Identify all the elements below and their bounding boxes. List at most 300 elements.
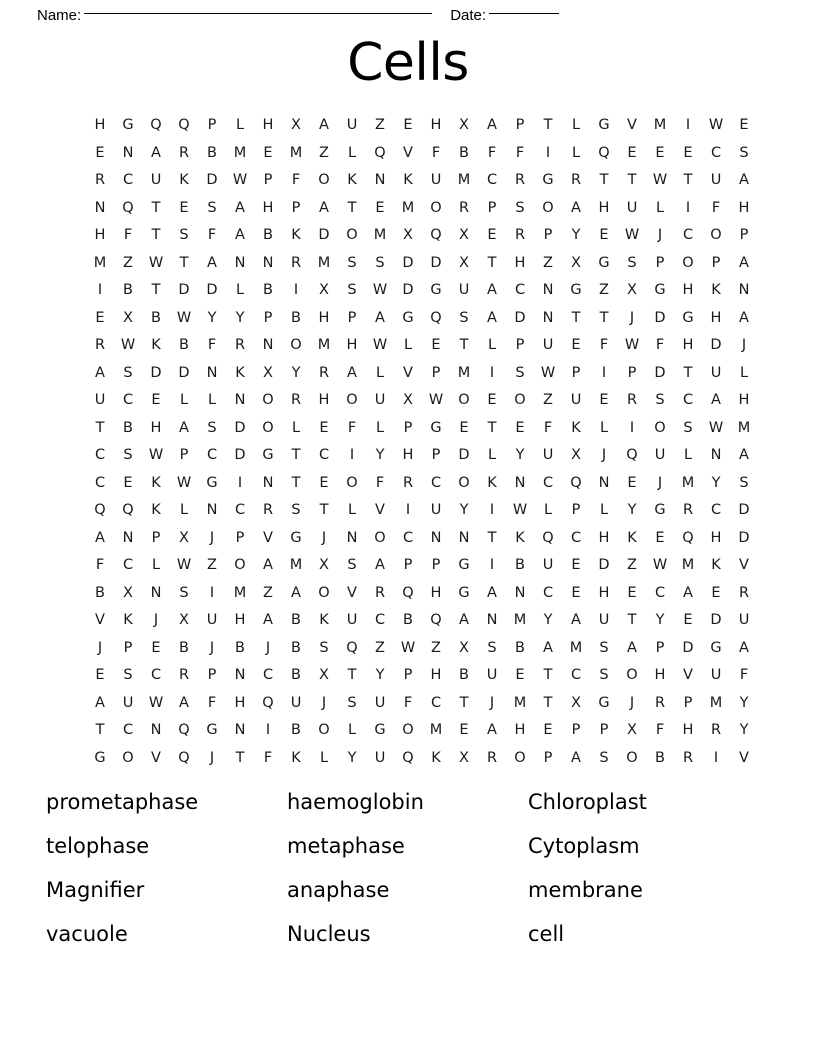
grid-cell[interactable]: S (375, 254, 385, 271)
grid-cell[interactable]: C (682, 227, 694, 243)
grid-cell[interactable]: S (319, 639, 329, 656)
grid-cell[interactable]: O (710, 227, 722, 243)
grid-cell[interactable]: I (405, 502, 411, 518)
grid-cell[interactable]: B (291, 722, 301, 738)
grid-cell[interactable]: E (655, 144, 665, 161)
grid-cell[interactable]: L (207, 392, 217, 408)
grid-cell[interactable]: W (372, 282, 388, 298)
grid-cell[interactable]: J (153, 612, 159, 628)
grid-cell[interactable]: O (374, 529, 386, 546)
grid-cell[interactable]: C (122, 172, 134, 188)
grid-cell[interactable]: S (291, 502, 301, 518)
grid-cell[interactable]: K (123, 612, 133, 628)
grid-cell[interactable]: U (710, 364, 722, 381)
grid-cell[interactable]: N (206, 502, 218, 518)
grid-cell[interactable]: A (739, 172, 749, 188)
grid-cell[interactable]: E (459, 722, 469, 738)
grid-cell[interactable]: F (403, 694, 413, 711)
grid-cell[interactable]: G (290, 529, 302, 546)
grid-cell[interactable]: U (598, 612, 610, 628)
grid-cell[interactable]: L (403, 337, 413, 353)
grid-cell[interactable]: I (489, 364, 495, 381)
grid-cell[interactable]: S (207, 419, 217, 436)
grid-cell[interactable]: O (262, 419, 274, 436)
grid-cell[interactable]: J (209, 749, 215, 766)
grid-cell[interactable]: X (291, 117, 301, 133)
grid-cell[interactable]: W (176, 474, 192, 491)
grid-cell[interactable]: C (262, 667, 274, 683)
grid-cell[interactable]: A (347, 364, 357, 381)
grid-cell[interactable]: A (487, 584, 497, 601)
grid-cell[interactable]: D (178, 282, 190, 298)
grid-cell[interactable]: I (237, 474, 243, 491)
grid-cell[interactable]: I (685, 199, 691, 216)
grid-cell[interactable]: H (234, 694, 246, 711)
grid-cell[interactable]: B (655, 749, 665, 766)
grid-cell[interactable]: D (234, 447, 246, 463)
grid-cell[interactable]: A (179, 694, 189, 711)
grid-cell[interactable]: B (291, 309, 301, 326)
grid-cell[interactable]: A (739, 447, 749, 463)
grid-cell[interactable]: P (627, 364, 637, 381)
grid-cell[interactable]: G (122, 117, 134, 133)
grid-cell[interactable]: X (571, 254, 581, 271)
grid-cell[interactable]: G (598, 117, 610, 133)
grid-cell[interactable]: Q (598, 144, 610, 161)
grid-cell[interactable]: U (290, 694, 302, 711)
grid-cell[interactable]: R (178, 667, 190, 683)
grid-cell[interactable]: G (430, 419, 442, 436)
grid-cell[interactable]: F (711, 199, 721, 216)
grid-cell[interactable]: Y (347, 749, 357, 766)
grid-cell[interactable]: Y (739, 722, 749, 738)
grid-cell[interactable]: F (263, 749, 273, 766)
grid-cell[interactable]: Q (374, 144, 386, 161)
grid-cell[interactable]: M (317, 254, 331, 271)
grid-cell[interactable]: Q (122, 199, 134, 216)
word-list-item[interactable]: membrane (528, 878, 643, 902)
grid-cell[interactable]: J (629, 694, 635, 711)
grid-cell[interactable]: E (627, 474, 637, 491)
grid-cell[interactable]: X (459, 117, 469, 133)
word-list-item[interactable]: cell (528, 922, 565, 946)
grid-cell[interactable]: U (710, 667, 722, 683)
grid-cell[interactable]: M (233, 584, 247, 601)
grid-cell[interactable]: E (375, 199, 385, 216)
grid-cell[interactable]: O (430, 199, 442, 216)
grid-cell[interactable]: Q (542, 529, 554, 546)
grid-cell[interactable]: E (319, 474, 329, 491)
grid-cell[interactable]: T (319, 502, 329, 518)
grid-cell[interactable]: V (627, 117, 637, 133)
grid-cell[interactable]: P (487, 199, 497, 216)
grid-cell[interactable]: D (738, 502, 750, 518)
grid-cell[interactable]: U (94, 392, 106, 408)
grid-cell[interactable]: H (710, 529, 722, 546)
grid-cell[interactable]: K (711, 557, 721, 573)
grid-cell[interactable]: Z (319, 144, 329, 161)
grid-cell[interactable]: R (458, 199, 470, 216)
grid-cell[interactable]: E (599, 227, 609, 243)
grid-cell[interactable]: N (122, 529, 134, 546)
grid-cell[interactable]: H (94, 227, 106, 243)
grid-cell[interactable]: Z (599, 282, 609, 298)
grid-cell[interactable]: D (206, 282, 218, 298)
grid-cell[interactable]: S (515, 364, 525, 381)
grid-cell[interactable]: H (318, 309, 330, 326)
grid-cell[interactable]: U (654, 447, 666, 463)
grid-cell[interactable]: U (710, 172, 722, 188)
grid-cell[interactable]: G (654, 502, 666, 518)
grid-cell[interactable]: B (515, 639, 525, 656)
grid-cell[interactable]: U (542, 557, 554, 573)
grid-cell[interactable]: D (178, 364, 190, 381)
grid-cell[interactable]: C (234, 502, 246, 518)
grid-cell[interactable]: I (685, 117, 691, 133)
grid-cell[interactable]: L (571, 117, 581, 133)
grid-cell[interactable]: E (655, 529, 665, 546)
grid-cell[interactable]: R (290, 392, 302, 408)
grid-cell[interactable]: U (458, 282, 470, 298)
grid-cell[interactable]: U (430, 172, 442, 188)
grid-cell[interactable]: D (598, 557, 610, 573)
grid-cell[interactable]: L (375, 419, 385, 436)
grid-cell[interactable]: Q (402, 749, 414, 766)
grid-cell[interactable]: Y (459, 502, 469, 518)
grid-cell[interactable]: R (486, 749, 498, 766)
grid-cell[interactable]: P (711, 254, 721, 271)
grid-cell[interactable]: O (682, 254, 694, 271)
grid-cell[interactable]: M (513, 612, 527, 628)
grid-cell[interactable]: O (402, 722, 414, 738)
grid-cell[interactable]: I (97, 282, 103, 298)
grid-cell[interactable]: J (209, 529, 215, 546)
name-write-line[interactable] (84, 13, 432, 14)
grid-cell[interactable]: S (179, 227, 189, 243)
grid-cell[interactable]: Q (178, 749, 190, 766)
grid-cell[interactable]: U (738, 612, 750, 628)
grid-cell[interactable]: X (123, 584, 133, 601)
grid-cell[interactable]: G (570, 282, 582, 298)
grid-cell[interactable]: E (627, 584, 637, 601)
grid-cell[interactable]: E (627, 144, 637, 161)
grid-cell[interactable]: M (569, 639, 583, 656)
grid-cell[interactable]: X (571, 694, 581, 711)
grid-cell[interactable]: D (514, 309, 526, 326)
grid-cell[interactable]: Z (123, 254, 133, 271)
grid-cell[interactable]: B (263, 227, 273, 243)
grid-cell[interactable]: S (599, 639, 609, 656)
word-list-item[interactable]: vacuole (46, 922, 128, 946)
grid-cell[interactable]: K (179, 172, 189, 188)
grid-cell[interactable]: F (375, 474, 385, 491)
word-list-item[interactable]: telophase (46, 834, 150, 858)
grid-cell[interactable]: A (683, 584, 693, 601)
grid-cell[interactable]: X (627, 282, 637, 298)
grid-cell[interactable]: S (627, 254, 637, 271)
grid-cell[interactable]: P (655, 639, 665, 656)
grid-cell[interactable]: P (403, 667, 413, 683)
grid-cell[interactable]: O (262, 392, 274, 408)
grid-cell[interactable]: D (206, 172, 218, 188)
grid-cell[interactable]: L (235, 282, 245, 298)
grid-cell[interactable]: P (403, 419, 413, 436)
grid-cell[interactable]: T (571, 309, 581, 326)
grid-cell[interactable]: S (123, 447, 133, 463)
grid-cell[interactable]: F (207, 227, 217, 243)
grid-cell[interactable]: G (402, 309, 414, 326)
grid-cell[interactable]: F (599, 337, 609, 353)
word-list-item[interactable]: prometaphase (46, 790, 199, 814)
grid-cell[interactable]: E (571, 584, 581, 601)
grid-cell[interactable]: H (598, 529, 610, 546)
grid-cell[interactable]: U (346, 612, 358, 628)
grid-cell[interactable]: L (151, 557, 161, 573)
grid-cell[interactable]: H (262, 117, 274, 133)
word-list-item[interactable]: metaphase (287, 834, 405, 858)
grid-cell[interactable]: L (599, 502, 609, 518)
grid-cell[interactable]: O (122, 749, 134, 766)
grid-cell[interactable]: P (431, 364, 441, 381)
grid-cell[interactable]: P (151, 529, 161, 546)
grid-cell[interactable]: H (150, 419, 162, 436)
grid-cell[interactable]: A (207, 254, 217, 271)
grid-cell[interactable]: U (206, 612, 218, 628)
grid-cell[interactable]: F (515, 144, 525, 161)
grid-cell[interactable]: G (94, 749, 106, 766)
grid-cell[interactable]: S (655, 392, 665, 408)
grid-cell[interactable]: D (458, 447, 470, 463)
grid-cell[interactable]: X (459, 254, 469, 271)
grid-cell[interactable]: Y (571, 227, 581, 243)
grid-cell[interactable]: R (710, 722, 722, 738)
grid-cell[interactable]: M (289, 144, 303, 161)
grid-cell[interactable]: R (290, 254, 302, 271)
grid-cell[interactable]: G (598, 254, 610, 271)
grid-cell[interactable]: B (291, 612, 301, 628)
date-write-line[interactable] (489, 13, 559, 14)
grid-cell[interactable]: B (235, 639, 245, 656)
grid-cell[interactable]: B (459, 667, 469, 683)
grid-cell[interactable]: W (148, 254, 164, 271)
grid-cell[interactable]: G (374, 722, 386, 738)
grid-cell[interactable]: J (321, 529, 327, 546)
grid-cell[interactable]: N (514, 474, 526, 491)
grid-cell[interactable]: O (514, 749, 526, 766)
grid-cell[interactable]: L (179, 502, 189, 518)
grid-cell[interactable]: Y (739, 694, 749, 711)
grid-cell[interactable]: L (683, 447, 693, 463)
grid-cell[interactable]: O (626, 667, 638, 683)
grid-cell[interactable]: O (290, 337, 302, 353)
grid-cell[interactable]: I (265, 722, 271, 738)
grid-cell[interactable]: M (457, 364, 471, 381)
grid-cell[interactable]: T (291, 474, 301, 491)
grid-cell[interactable]: M (513, 694, 527, 711)
grid-cell[interactable]: H (738, 392, 750, 408)
grid-cell[interactable]: K (431, 749, 441, 766)
grid-cell[interactable]: E (515, 667, 525, 683)
grid-cell[interactable]: A (487, 722, 497, 738)
grid-cell[interactable]: O (346, 474, 358, 491)
grid-cell[interactable]: N (262, 337, 274, 353)
grid-cell[interactable]: V (739, 557, 749, 573)
grid-cell[interactable]: B (515, 557, 525, 573)
grid-cell[interactable]: Z (375, 639, 385, 656)
grid-cell[interactable]: K (487, 474, 497, 491)
grid-cell[interactable]: G (710, 639, 722, 656)
grid-cell[interactable]: O (318, 172, 330, 188)
grid-cell[interactable]: P (207, 117, 217, 133)
grid-cell[interactable]: K (151, 474, 161, 491)
grid-cell[interactable]: C (542, 474, 554, 491)
grid-cell[interactable]: E (487, 392, 497, 408)
grid-cell[interactable]: F (543, 419, 553, 436)
grid-cell[interactable]: L (319, 749, 329, 766)
grid-cell[interactable]: R (262, 502, 274, 518)
grid-cell[interactable]: G (430, 282, 442, 298)
grid-cell[interactable]: T (487, 254, 497, 271)
grid-cell[interactable]: I (293, 282, 299, 298)
grid-cell[interactable]: I (713, 749, 719, 766)
grid-cell[interactable]: Y (291, 364, 301, 381)
grid-cell[interactable]: U (542, 337, 554, 353)
grid-cell[interactable]: K (711, 282, 721, 298)
grid-cell[interactable]: Q (402, 584, 414, 601)
grid-cell[interactable]: H (598, 584, 610, 601)
grid-cell[interactable]: D (150, 364, 162, 381)
grid-cell[interactable]: H (346, 337, 358, 353)
grid-cell[interactable]: F (487, 144, 497, 161)
grid-cell[interactable]: C (710, 144, 722, 161)
grid-cell[interactable]: K (515, 529, 525, 546)
grid-cell[interactable]: S (123, 364, 133, 381)
grid-cell[interactable]: I (489, 557, 495, 573)
grid-cell[interactable]: P (403, 557, 413, 573)
grid-cell[interactable]: H (514, 722, 526, 738)
grid-cell[interactable]: H (402, 447, 414, 463)
grid-cell[interactable]: W (652, 172, 668, 188)
grid-cell[interactable]: H (738, 199, 750, 216)
grid-cell[interactable]: C (402, 529, 414, 546)
grid-cell[interactable]: R (234, 337, 246, 353)
grid-cell[interactable]: N (458, 529, 470, 546)
grid-cell[interactable]: E (95, 309, 105, 326)
grid-cell[interactable]: C (122, 392, 134, 408)
grid-cell[interactable]: Q (430, 612, 442, 628)
grid-cell[interactable]: R (514, 172, 526, 188)
grid-cell[interactable]: Y (711, 474, 721, 491)
grid-cell[interactable]: F (291, 172, 301, 188)
grid-cell[interactable]: H (318, 392, 330, 408)
grid-cell[interactable]: T (487, 529, 497, 546)
grid-cell[interactable]: R (402, 474, 414, 491)
grid-cell[interactable]: C (94, 447, 106, 463)
grid-cell[interactable]: K (235, 364, 245, 381)
grid-cell[interactable]: W (176, 309, 192, 326)
grid-cell[interactable]: K (291, 749, 301, 766)
grid-cell[interactable]: G (598, 694, 610, 711)
grid-cell[interactable]: K (627, 529, 637, 546)
grid-cell[interactable]: I (209, 584, 215, 601)
grid-cell[interactable]: A (571, 199, 581, 216)
grid-cell[interactable]: H (710, 309, 722, 326)
grid-cell[interactable]: A (319, 117, 329, 133)
grid-cell[interactable]: N (206, 364, 218, 381)
grid-cell[interactable]: H (682, 722, 694, 738)
grid-cell[interactable]: E (571, 557, 581, 573)
grid-cell[interactable]: Y (543, 612, 553, 628)
grid-cell[interactable]: T (235, 749, 245, 766)
grid-cell[interactable]: D (402, 282, 414, 298)
grid-cell[interactable]: E (151, 639, 161, 656)
grid-cell[interactable]: O (346, 227, 358, 243)
grid-cell[interactable]: F (655, 337, 665, 353)
grid-cell[interactable]: E (711, 584, 721, 601)
grid-cell[interactable]: S (347, 282, 357, 298)
grid-cell[interactable]: I (349, 447, 355, 463)
grid-cell[interactable]: L (487, 447, 497, 463)
grid-cell[interactable]: B (291, 639, 301, 656)
grid-cell[interactable]: J (321, 694, 327, 711)
grid-cell[interactable]: G (262, 447, 274, 463)
word-list-item[interactable]: Magnifier (46, 878, 145, 902)
grid-cell[interactable]: P (515, 337, 525, 353)
grid-cell[interactable]: R (94, 172, 106, 188)
grid-cell[interactable]: L (543, 502, 553, 518)
grid-cell[interactable]: V (375, 502, 385, 518)
grid-cell[interactable]: A (739, 639, 749, 656)
grid-cell[interactable]: F (123, 227, 133, 243)
grid-cell[interactable]: E (263, 144, 273, 161)
grid-cell[interactable]: O (318, 584, 330, 601)
grid-cell[interactable]: K (151, 337, 161, 353)
grid-cell[interactable]: M (457, 172, 471, 188)
grid-cell[interactable]: J (489, 694, 495, 711)
grid-cell[interactable]: I (601, 364, 607, 381)
grid-cell[interactable]: E (515, 419, 525, 436)
grid-cell[interactable]: V (739, 749, 749, 766)
word-list-item[interactable]: anaphase (287, 878, 390, 902)
word-list-item[interactable]: haemoglobin (287, 790, 424, 814)
grid-cell[interactable]: P (179, 447, 189, 463)
grid-cell[interactable]: M (401, 199, 415, 216)
grid-cell[interactable]: C (430, 694, 442, 711)
grid-cell[interactable]: V (347, 584, 357, 601)
grid-cell[interactable]: Y (627, 502, 637, 518)
grid-cell[interactable]: N (346, 529, 358, 546)
grid-cell[interactable]: P (291, 199, 301, 216)
grid-cell[interactable]: Q (262, 694, 274, 711)
grid-cell[interactable]: D (654, 364, 666, 381)
grid-cell[interactable]: V (403, 364, 413, 381)
grid-cell[interactable]: A (375, 557, 385, 573)
grid-cell[interactable]: E (543, 722, 553, 738)
grid-cell[interactable]: A (319, 199, 329, 216)
grid-cell[interactable]: B (123, 419, 133, 436)
grid-cell[interactable]: Q (626, 447, 638, 463)
grid-cell[interactable]: B (459, 144, 469, 161)
grid-cell[interactable]: A (459, 612, 469, 628)
grid-cell[interactable]: V (683, 667, 693, 683)
grid-cell[interactable]: Q (430, 227, 442, 243)
grid-cell[interactable]: E (739, 117, 749, 133)
grid-cell[interactable]: R (570, 172, 582, 188)
grid-cell[interactable]: W (624, 337, 640, 353)
grid-cell[interactable]: D (710, 337, 722, 353)
grid-cell[interactable]: H (654, 667, 666, 683)
grid-cell[interactable]: H (94, 117, 106, 133)
